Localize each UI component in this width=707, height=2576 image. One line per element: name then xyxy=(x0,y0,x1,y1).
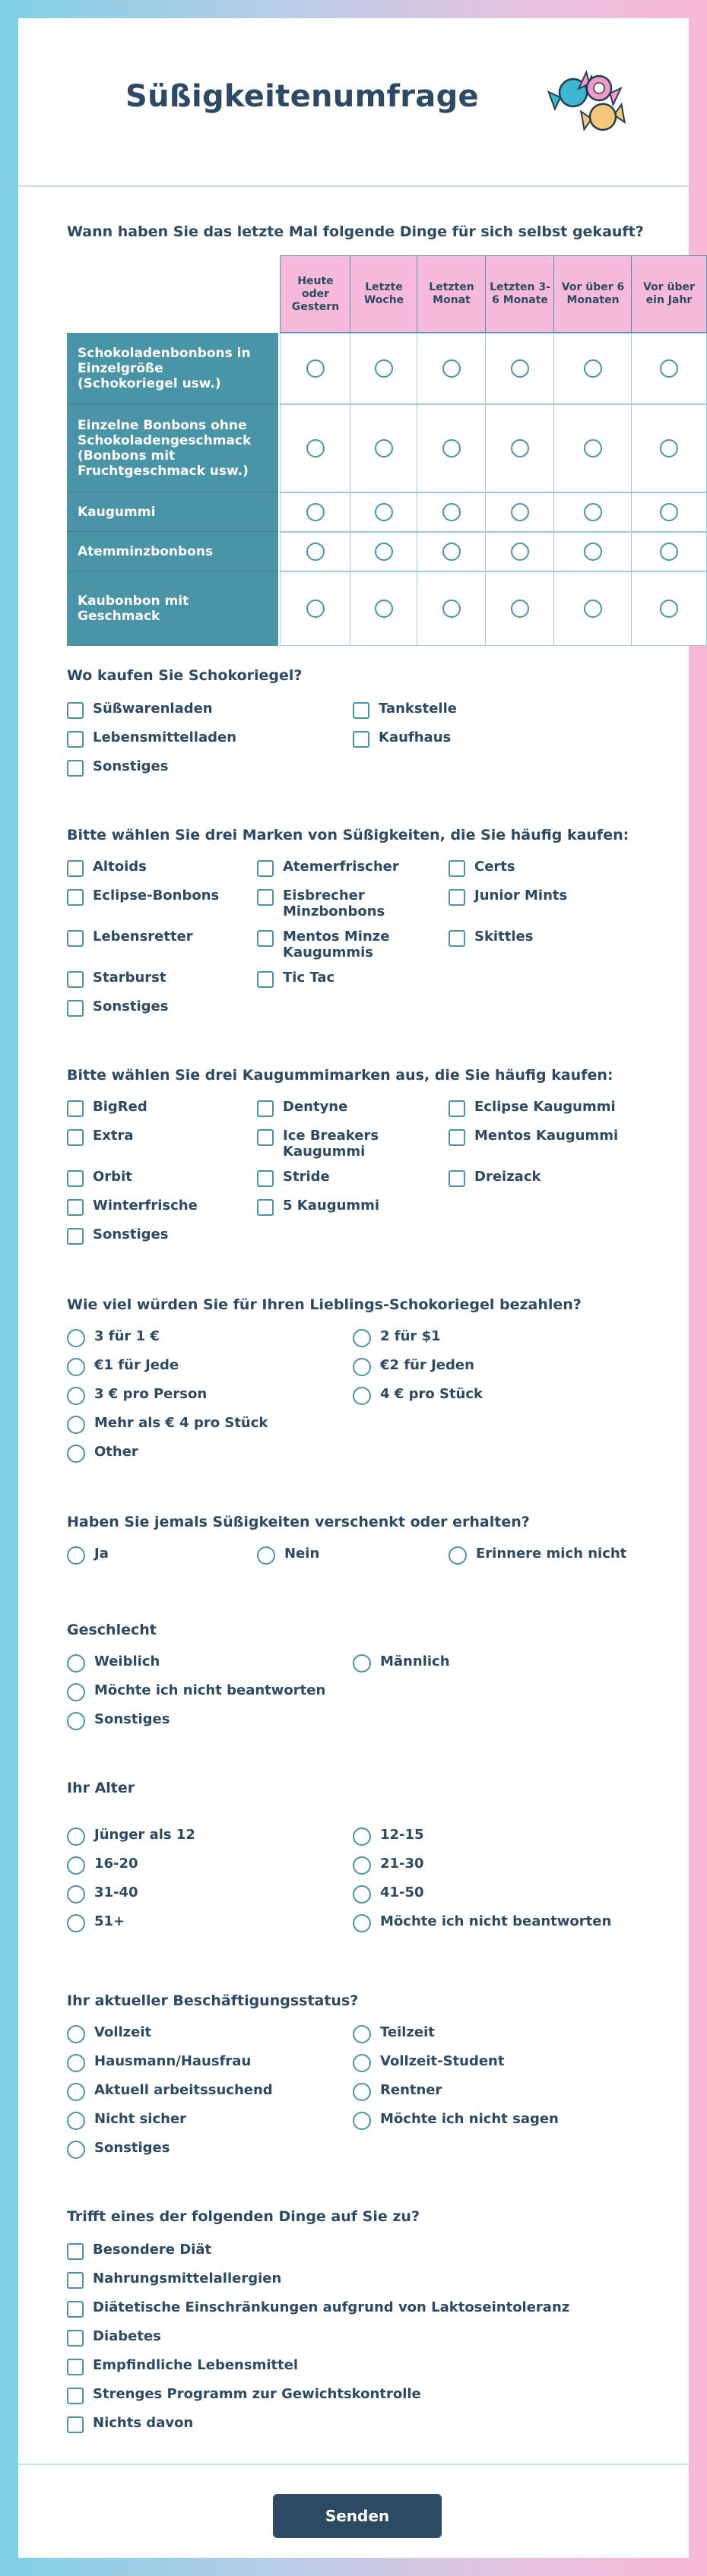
checkbox[interactable] xyxy=(449,1129,465,1146)
checkbox[interactable] xyxy=(67,2359,84,2375)
checkbox[interactable] xyxy=(353,731,369,748)
matrix-cell xyxy=(417,532,487,571)
matrix-col-header: Vor über 6 Monaten xyxy=(553,255,632,333)
matrix-col-header: Letzte Woche xyxy=(350,255,418,333)
checkbox[interactable] xyxy=(67,2330,84,2347)
option-sonstiges[interactable]: Sonstiges xyxy=(67,1711,170,1730)
matrix-cell xyxy=(350,492,418,532)
option-vollzeit[interactable]: Vollzeit xyxy=(67,2024,151,2043)
matrix-cell xyxy=(631,333,707,404)
option-hausmann[interactable]: Hausmann/Hausfrau xyxy=(67,2053,251,2072)
matrix-cell xyxy=(485,404,555,492)
checkbox[interactable] xyxy=(67,702,84,719)
checkbox[interactable] xyxy=(67,971,84,988)
q5-title: Wie viel würden Sie für Ihren Lieblings-Schokoriegel bezahlen? xyxy=(67,1296,582,1313)
checkbox[interactable] xyxy=(67,760,84,777)
checkbox[interactable] xyxy=(257,1199,274,1216)
option-sonstiges[interactable]: Sonstiges xyxy=(67,758,168,777)
option-2-euro[interactable]: €2 für Jeden xyxy=(353,1357,474,1376)
radio[interactable] xyxy=(67,1416,85,1434)
matrix-radio[interactable] xyxy=(375,439,393,457)
option-stride[interactable]: Stride xyxy=(257,1169,330,1187)
checkbox[interactable] xyxy=(449,860,465,877)
option-diabetes[interactable]: Diabetes xyxy=(67,2328,161,2347)
matrix-radio[interactable] xyxy=(660,503,678,521)
option-kaufhaus[interactable]: Kaufhaus xyxy=(353,729,451,748)
matrix-radio[interactable] xyxy=(511,503,529,521)
matrix-cell xyxy=(553,571,632,646)
checkbox[interactable] xyxy=(67,2272,84,2289)
matrix-radio[interactable] xyxy=(511,359,529,378)
option-maennlich[interactable]: Männlich xyxy=(353,1654,450,1673)
option-weiblich[interactable]: Weiblich xyxy=(67,1654,160,1673)
matrix-cell xyxy=(280,571,351,646)
matrix-row-label: Kaubonbon mit Geschmack xyxy=(67,571,278,646)
matrix-radio[interactable] xyxy=(375,543,393,561)
option-eclipse-bonbons[interactable]: Eclipse-Bonbons xyxy=(67,888,219,906)
radio[interactable] xyxy=(353,1358,371,1376)
radio[interactable] xyxy=(353,2083,371,2101)
matrix-radio[interactable] xyxy=(306,439,325,457)
matrix-cell xyxy=(631,532,707,571)
matrix-radio[interactable] xyxy=(375,600,393,618)
matrix-radio[interactable] xyxy=(375,503,393,521)
checkbox[interactable] xyxy=(449,1170,465,1187)
checkbox[interactable] xyxy=(67,1000,84,1017)
checkbox[interactable] xyxy=(67,889,84,906)
option-orbit[interactable]: Orbit xyxy=(67,1169,132,1187)
matrix-radio[interactable] xyxy=(511,600,529,618)
option-other[interactable]: Other xyxy=(67,1444,138,1463)
matrix-cell xyxy=(417,492,487,532)
radio[interactable] xyxy=(67,1856,85,1875)
q10-title: Trifft eines der folgenden Dinge auf Sie zu? xyxy=(67,2208,420,2225)
option-keine-antwort[interactable]: Möchte ich nicht beantworten xyxy=(353,1913,611,1932)
radio[interactable] xyxy=(257,1546,275,1565)
matrix-radio[interactable] xyxy=(584,503,602,521)
option-nichts-davon[interactable]: Nichts davon xyxy=(67,2415,193,2433)
option-31-40[interactable]: 31-40 xyxy=(67,1885,138,1904)
option-sonstiges[interactable]: Sonstiges xyxy=(67,998,168,1017)
matrix-col-header: Letzten Monat xyxy=(417,255,487,333)
radio[interactable] xyxy=(353,1654,371,1673)
matrix-radio[interactable] xyxy=(306,543,325,561)
checkbox[interactable] xyxy=(449,930,465,947)
matrix-cell xyxy=(553,404,632,492)
form-footer xyxy=(18,2464,689,2558)
option-junior-mints[interactable]: Junior Mints xyxy=(449,888,567,906)
option-mentos-minze[interactable]: Mentos Minze Kaugummis xyxy=(257,929,412,960)
matrix-cell xyxy=(631,492,707,532)
option-21-30[interactable]: 21-30 xyxy=(353,1856,424,1875)
checkbox[interactable] xyxy=(449,1100,465,1117)
option-lebensmittelladen[interactable]: Lebensmittelladen xyxy=(67,729,236,748)
checkbox[interactable] xyxy=(353,702,369,719)
radio[interactable] xyxy=(67,1914,85,1932)
option-51-plus[interactable]: 51+ xyxy=(67,1913,125,1932)
option-empfindlich[interactable]: Empfindliche Lebensmittel xyxy=(67,2357,298,2375)
matrix-cell xyxy=(553,333,632,404)
radio[interactable] xyxy=(67,1828,85,1846)
option-keine-antwort[interactable]: Möchte ich nicht beantworten xyxy=(67,1682,325,1701)
option-4-euro[interactable]: 4 € pro Stück xyxy=(353,1386,483,1405)
radio[interactable] xyxy=(67,1712,85,1730)
checkbox[interactable] xyxy=(257,930,274,947)
radio[interactable] xyxy=(353,1856,371,1875)
matrix-row-label: Einzelne Bonbons ohne Schokoladengeschmack (Bonbons mit Fruchtgeschmack usw.) xyxy=(67,404,278,492)
matrix-col-header: Heute oder Gestern xyxy=(280,255,351,333)
matrix-radio[interactable] xyxy=(584,359,602,378)
q1-title: Wann haben Sie das letzte Mal folgende Dinge für sich selbst gekauft? xyxy=(67,223,644,240)
matrix-radio[interactable] xyxy=(442,503,461,521)
option-rentner[interactable]: Rentner xyxy=(353,2082,442,2101)
option-12-15[interactable]: 12-15 xyxy=(353,1827,424,1846)
matrix-cell xyxy=(280,492,351,532)
matrix-cell xyxy=(417,571,487,646)
matrix-radio[interactable] xyxy=(660,600,678,618)
radio[interactable] xyxy=(353,1914,371,1932)
option-suesswarenladen[interactable]: Süßwarenladen xyxy=(67,701,213,719)
matrix-cell xyxy=(485,532,555,571)
checkbox[interactable] xyxy=(67,1199,84,1216)
option-teilzeit[interactable]: Teilzeit xyxy=(353,2024,435,2043)
option-5-kaugummi[interactable]: 5 Kaugummi xyxy=(257,1198,379,1216)
matrix-radio[interactable] xyxy=(442,600,461,618)
checkbox[interactable] xyxy=(67,1228,84,1245)
option-ice-breakers[interactable]: Ice Breakers Kaugummi xyxy=(257,1128,412,1160)
matrix-radio[interactable] xyxy=(306,359,325,378)
matrix-cell xyxy=(631,571,707,646)
option-extra[interactable]: Extra xyxy=(67,1128,134,1146)
option-sonstiges[interactable]: Sonstiges xyxy=(67,1226,168,1245)
matrix-cell xyxy=(485,571,555,646)
matrix-cell xyxy=(280,532,351,571)
checkbox[interactable] xyxy=(67,2388,84,2404)
radio[interactable] xyxy=(353,2054,371,2072)
matrix-radio[interactable] xyxy=(660,543,678,561)
checkbox[interactable] xyxy=(449,889,465,906)
matrix-col-header: Letzten 3-6 Monate xyxy=(485,255,555,333)
matrix-row-label: Atemminzbonbons xyxy=(67,532,278,571)
option-2-fuer-1[interactable]: 2 für $1 xyxy=(353,1328,441,1347)
page-title: Süßigkeitenumfrage xyxy=(125,79,479,114)
matrix-cell xyxy=(417,333,487,404)
option-atemerfrischer[interactable]: Atemerfrischer xyxy=(257,859,399,877)
radio[interactable] xyxy=(67,1358,85,1376)
purchase-matrix xyxy=(67,255,695,646)
option-arbeitssuchend[interactable]: Aktuell arbeitssuchend xyxy=(67,2082,273,2101)
survey-form xyxy=(18,18,695,2558)
matrix-cell xyxy=(350,532,418,571)
checkbox[interactable] xyxy=(67,2301,84,2318)
radio[interactable] xyxy=(353,2025,371,2043)
matrix-radio[interactable] xyxy=(584,600,602,618)
radio[interactable] xyxy=(353,1828,371,1846)
matrix-row-label: Kaugummi xyxy=(67,492,278,532)
matrix-radio[interactable] xyxy=(584,543,602,561)
option-bigred[interactable]: BigRed xyxy=(67,1099,147,1117)
q3-title: Bitte wählen Sie drei Marken von Süßigkeiten, die Sie häufig kaufen: xyxy=(67,827,629,843)
matrix-radio[interactable] xyxy=(306,600,325,618)
radio[interactable] xyxy=(353,2112,371,2130)
matrix-radio[interactable] xyxy=(584,439,602,457)
radio[interactable] xyxy=(67,1546,85,1565)
radio[interactable] xyxy=(353,1387,371,1405)
matrix-cell xyxy=(553,492,632,532)
matrix-radio[interactable] xyxy=(511,439,529,457)
checkbox[interactable] xyxy=(67,860,84,877)
option-allergien[interactable]: Nahrungsmittelallergien xyxy=(67,2271,281,2289)
radio[interactable] xyxy=(67,2025,85,2043)
option-ja[interactable]: Ja xyxy=(67,1546,109,1565)
matrix-cell xyxy=(350,333,418,404)
matrix-cell xyxy=(280,333,351,404)
q7-title: Geschlecht xyxy=(67,1622,157,1638)
option-erinnere-mich-nicht[interactable]: Erinnere mich nicht xyxy=(449,1546,626,1565)
matrix-cell xyxy=(485,492,555,532)
option-3-euro[interactable]: 3 € pro Person xyxy=(67,1386,207,1405)
radio[interactable] xyxy=(353,1329,371,1347)
option-lebensretter[interactable]: Lebensretter xyxy=(67,929,193,947)
radio[interactable] xyxy=(67,1885,85,1904)
matrix-radio[interactable] xyxy=(442,543,461,561)
option-certs[interactable]: Certs xyxy=(449,859,515,877)
q6-title: Haben Sie jemals Süßigkeiten verschenkt oder erhalten? xyxy=(67,1514,530,1530)
matrix-cell xyxy=(280,404,351,492)
option-nein[interactable]: Nein xyxy=(257,1546,319,1565)
q9-title: Ihr aktueller Beschäftigungsstatus? xyxy=(67,1992,359,2009)
matrix-cell xyxy=(553,532,632,571)
option-1-euro[interactable]: €1 für Jede xyxy=(67,1357,179,1376)
radio[interactable] xyxy=(449,1546,467,1565)
checkbox[interactable] xyxy=(67,930,84,947)
matrix-radio[interactable] xyxy=(660,359,678,378)
option-16-20[interactable]: 16-20 xyxy=(67,1856,138,1875)
matrix-cell xyxy=(417,404,487,492)
submit-button[interactable]: Senden xyxy=(273,2494,442,2538)
option-vollzeit-student[interactable]: Vollzeit-Student xyxy=(353,2053,504,2072)
matrix-radio[interactable] xyxy=(442,439,461,457)
checkbox[interactable] xyxy=(67,731,84,748)
option-juenger-12[interactable]: Jünger als 12 xyxy=(67,1827,195,1846)
option-altoids[interactable]: Altoids xyxy=(67,859,147,877)
option-besondere-diaet[interactable]: Besondere Diät xyxy=(67,2242,211,2260)
option-laktose[interactable]: Diätetische Einschränkungen aufgrund von Laktoseintoleranz xyxy=(67,2299,569,2318)
option-41-50[interactable]: 41-50 xyxy=(353,1885,424,1904)
radio[interactable] xyxy=(67,1445,85,1463)
checkbox[interactable] xyxy=(67,1170,84,1187)
checkbox[interactable] xyxy=(67,2416,84,2433)
option-tic-tac[interactable]: Tic Tac xyxy=(257,970,334,988)
q8-title: Ihr Alter xyxy=(67,1780,135,1796)
matrix-radio[interactable] xyxy=(375,359,393,378)
checkbox[interactable] xyxy=(257,889,274,906)
matrix-col-header: Vor über ein Jahr xyxy=(631,255,707,333)
option-winterfrische[interactable]: Winterfrische xyxy=(67,1198,198,1216)
radio[interactable] xyxy=(67,2083,85,2101)
option-mentos-kaugummi[interactable]: Mentos Kaugummi xyxy=(449,1128,618,1146)
checkbox[interactable] xyxy=(257,1100,274,1117)
q2-title: Wo kaufen Sie Schokoriegel? xyxy=(67,667,303,684)
checkbox[interactable] xyxy=(257,971,274,988)
option-sonstiges[interactable]: Sonstiges xyxy=(67,2140,170,2159)
radio[interactable] xyxy=(67,2112,85,2130)
radio[interactable] xyxy=(67,1654,85,1673)
checkbox[interactable] xyxy=(257,1129,274,1146)
checkbox[interactable] xyxy=(67,1129,84,1146)
matrix-cell xyxy=(350,571,418,646)
matrix-radio[interactable] xyxy=(306,503,325,521)
matrix-radio[interactable] xyxy=(511,543,529,561)
matrix-radio[interactable] xyxy=(660,439,678,457)
candy-icon xyxy=(546,64,629,140)
matrix-radio[interactable] xyxy=(442,359,461,378)
option-gewichtskontrolle[interactable]: Strenges Programm zur Gewichtskontrolle xyxy=(67,2386,421,2404)
option-nicht-sicher[interactable]: Nicht sicher xyxy=(67,2111,186,2130)
radio[interactable] xyxy=(67,1387,85,1405)
checkbox[interactable] xyxy=(67,1100,84,1117)
radio[interactable] xyxy=(67,2054,85,2072)
checkbox[interactable] xyxy=(257,860,274,877)
radio[interactable] xyxy=(67,2141,85,2159)
radio[interactable] xyxy=(67,1683,85,1701)
option-eisbrecher[interactable]: Eisbrecher Minzbonbons xyxy=(257,888,412,919)
q4-title: Bitte wählen Sie drei Kaugummimarken aus, die Sie häufig kaufen: xyxy=(67,1067,613,1084)
checkbox[interactable] xyxy=(67,2243,84,2260)
option-skittles[interactable]: Skittles xyxy=(449,929,533,947)
option-3-fuer-1[interactable]: 3 für 1 € xyxy=(67,1328,160,1347)
checkbox[interactable] xyxy=(257,1170,274,1187)
radio[interactable] xyxy=(67,1329,85,1347)
form-header xyxy=(18,18,689,187)
option-nicht-sagen[interactable]: Möchte ich nicht sagen xyxy=(353,2111,559,2130)
option-tankstelle[interactable]: Tankstelle xyxy=(353,701,457,719)
option-mehr-als-4[interactable]: Mehr als € 4 pro Stück xyxy=(67,1415,268,1434)
matrix-cell xyxy=(485,333,555,404)
option-dreizack[interactable]: Dreizack xyxy=(449,1169,541,1187)
option-starburst[interactable]: Starburst xyxy=(67,970,166,988)
matrix-row-label: Schokoladenbonbons in Einzelgröße (Schokoriegel usw.) xyxy=(67,333,278,404)
matrix-cell xyxy=(350,404,418,492)
matrix-cell xyxy=(631,404,707,492)
radio[interactable] xyxy=(353,1885,371,1904)
option-eclipse-kaugummi[interactable]: Eclipse Kaugummi xyxy=(449,1099,616,1117)
option-dentyne[interactable]: Dentyne xyxy=(257,1099,347,1117)
